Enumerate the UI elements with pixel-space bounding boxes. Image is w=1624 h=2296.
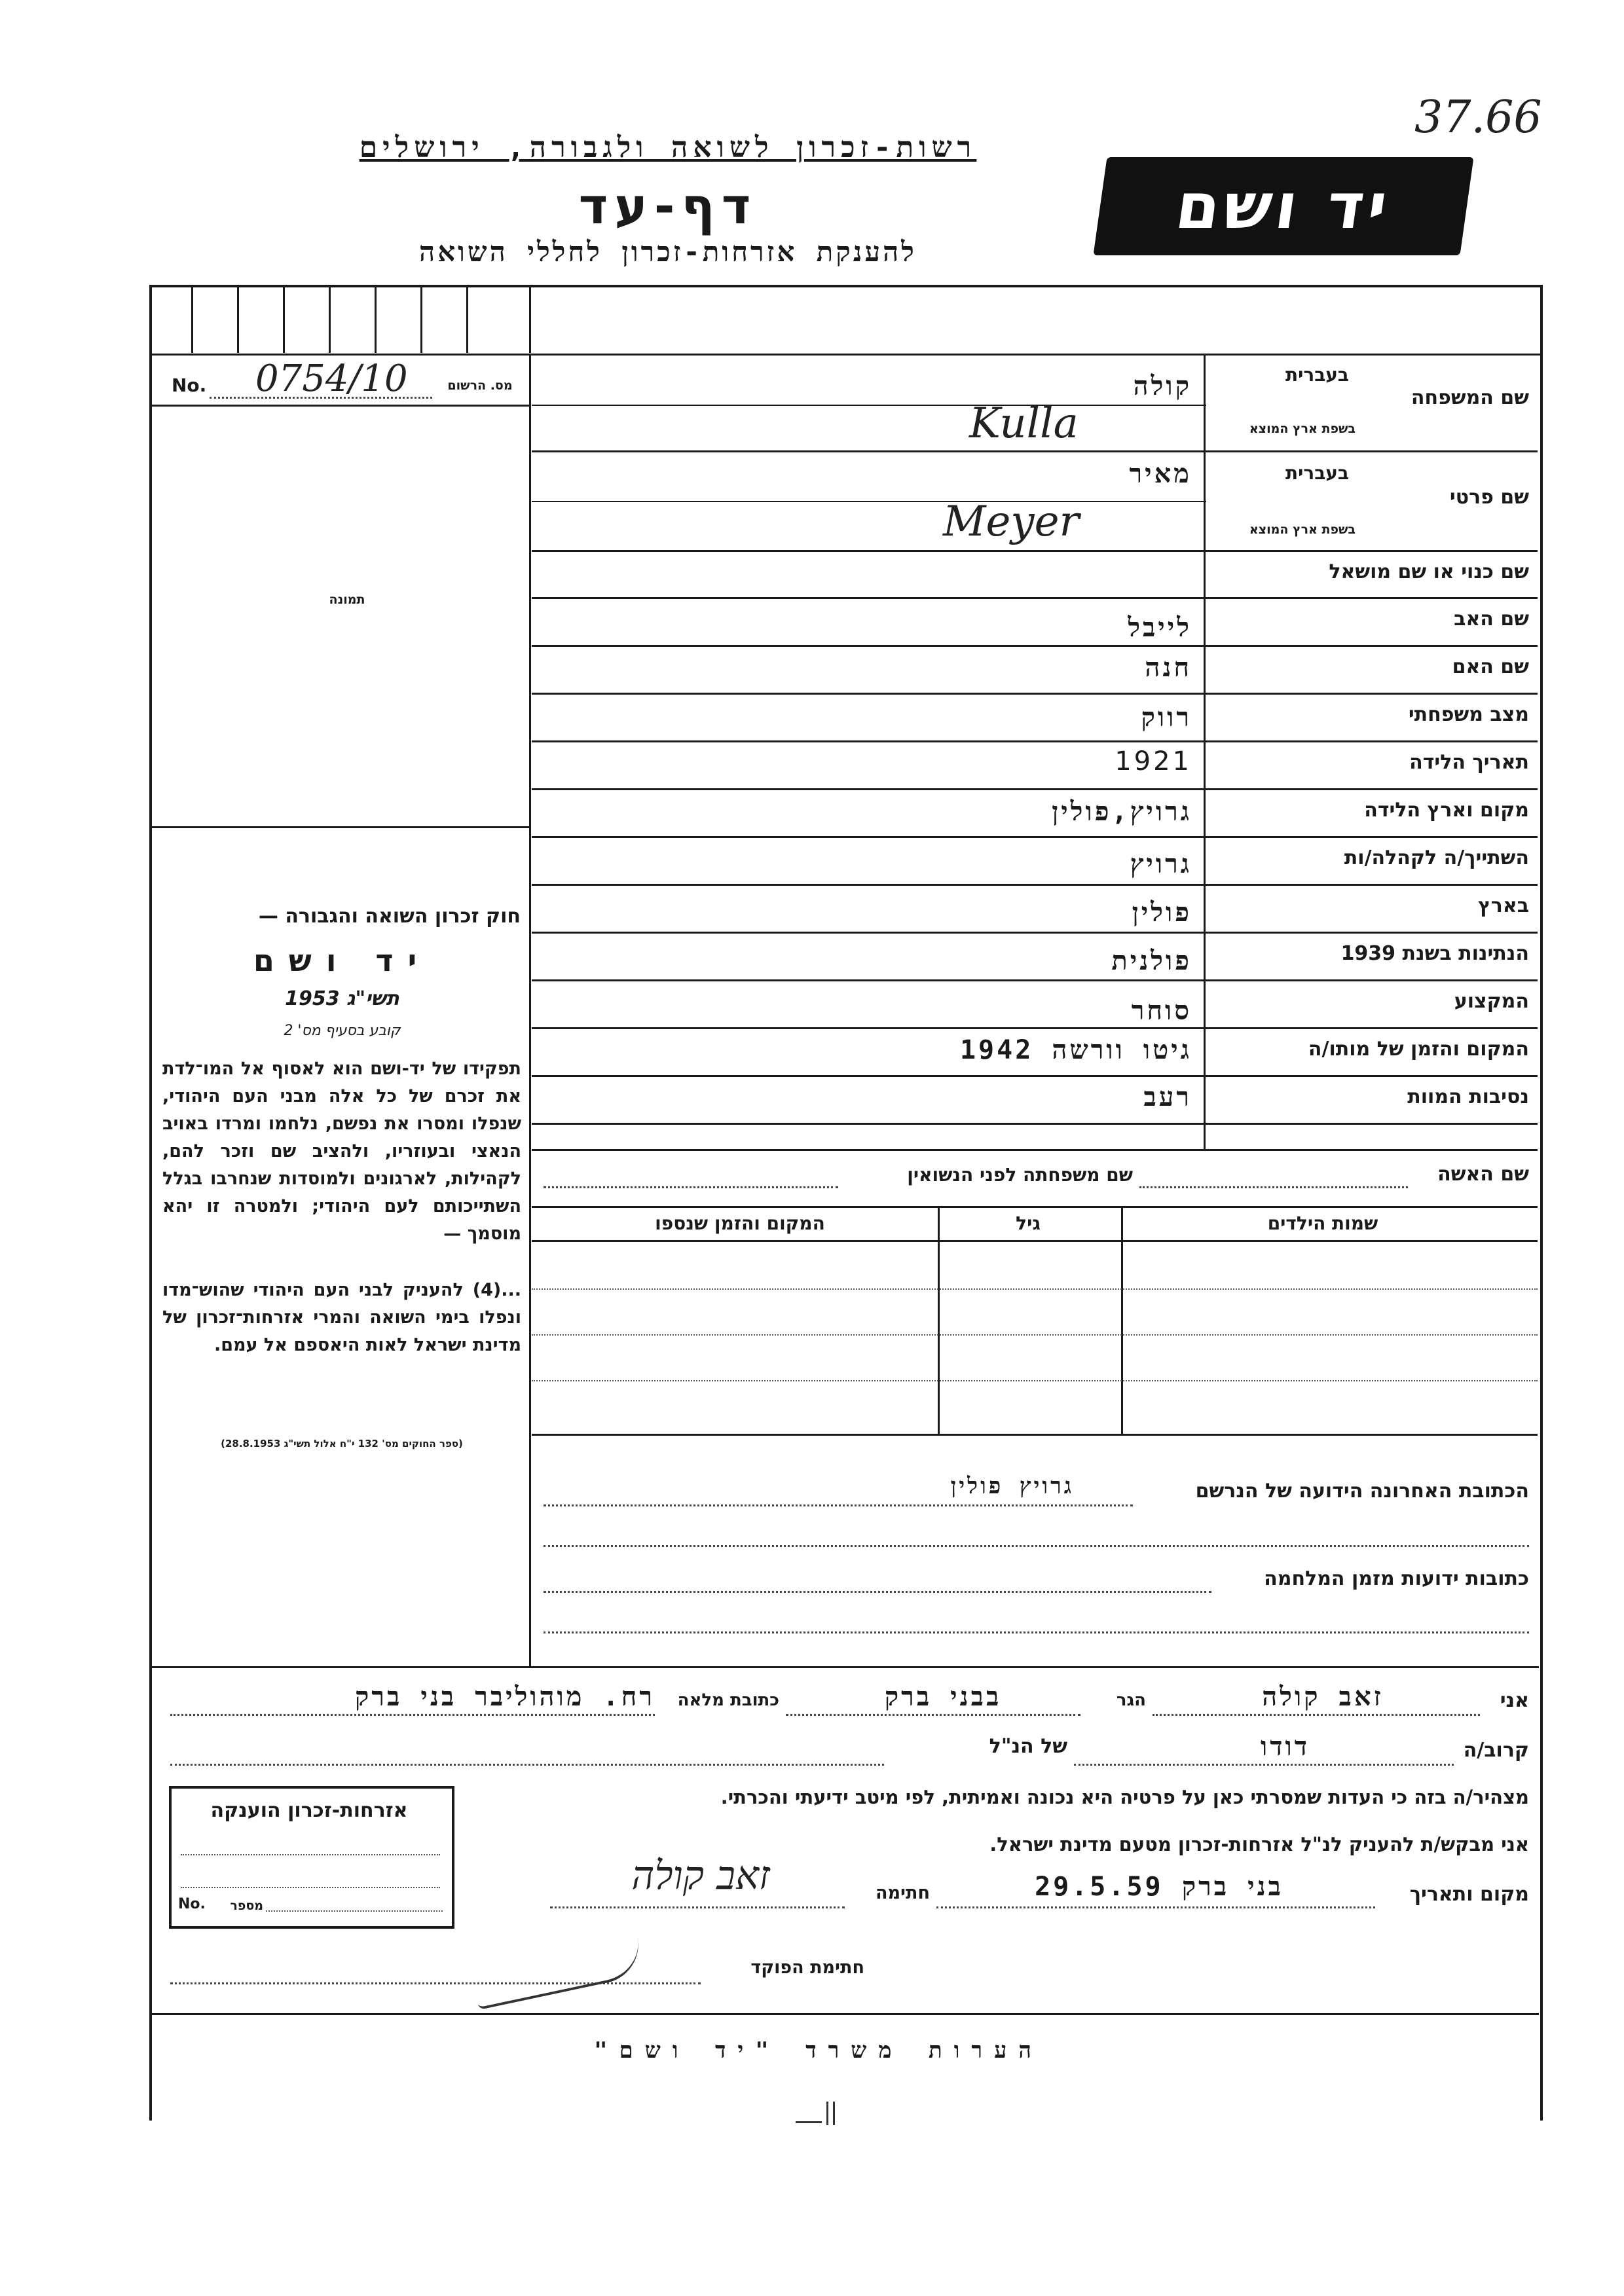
nationality-label: הנתינות בשנת 1939 [1340,942,1529,965]
registration-label [437,378,523,393]
death-place-label: המקום והזמן של מותו/ה [1308,1038,1529,1061]
law-clause: קובע בסעיף מס' 2 [284,1023,401,1039]
children-table [532,1206,1538,1435]
mother-value: חנה [1145,653,1192,683]
official-signature-label: חתימת הפוקד [750,1958,864,1978]
country-value: פולין [1132,898,1192,928]
community-value: גרויץ [1130,849,1192,879]
father-value: לייבל [1128,613,1192,643]
declarant-relation-of: של הנ"ל [989,1735,1067,1758]
law-citation: (ספר החוקים מס' 132 י"ח אלול תשי"ג 28.8.1953) [221,1438,463,1449]
form-title: דף-עד [578,177,758,235]
first-name-hebrew-value: מאיר [1129,459,1192,489]
registration-label-text: מס. הרשום [447,378,513,393]
surname-native-label: בשפת ארץ המוצא [1249,422,1356,436]
wife-maiden-label: שם משפחתה לפני הנשואין [907,1164,1133,1186]
marital-label: מצב משפחתי [1408,703,1529,726]
citizenship-number-label: מספר [230,1899,263,1913]
declarant-name-value: זאב קולה [1262,1682,1384,1712]
profession-value: סוחר [1131,996,1192,1026]
country-label: בארץ [1477,894,1529,917]
declarant-address-label: כתובת מלאה [677,1690,779,1710]
place-date-label: מקום ותאריך [1409,1883,1529,1906]
law-name: יד ושם [253,943,432,978]
birth-date-label: תאריך הלידה [1409,751,1529,774]
marital-value: רווק [1141,702,1192,733]
birth-date-value: 1921 [1115,746,1192,776]
nickname-label: שם כנוי או שם מושאל [1329,560,1529,583]
law-title: חוק זכרון השואה והגבורה — [258,905,521,928]
death-place-value: גיטו וורשה 1942 [959,1035,1192,1065]
first-name-hebrew-label: בעברית [1285,462,1349,484]
office-remarks-label: הערות משרד "יד ושם" [594,2037,1043,2064]
declaration-text-2: אני מבקש/ת להעניק לנ"ל אזרחות-זכרון מטעם מדינת ישראל. [989,1833,1529,1855]
surname-label: שם המשפחה [1411,386,1529,409]
registration-number: 0754/10 [255,357,408,400]
wartime-address-label: כתובות ידועות מזמן המלחמה [1264,1567,1529,1590]
surname-hebrew-value: קולה [1133,371,1192,401]
first-name-native-value: Meyer [943,498,1080,546]
declarant-signature: זאב קולה [631,1853,770,1899]
form-subtitle: להענקת אזרחות-זכרון לחללי השואה [419,236,917,268]
first-name-label: שם פרטי [1449,486,1529,509]
declarant-residing-label: הגר [1116,1690,1146,1710]
authority-title: רשות-זכרון לשואה ולגבורה, ירושלים [359,131,977,164]
death-cause-value: רעב [1143,1082,1192,1112]
registration-no-prefix: No. [172,374,207,396]
profession-label: המקצוע [1454,990,1529,1013]
logo-text: יד ושם [1171,170,1396,243]
birth-place-label: מקום וארץ הלידה [1364,799,1529,822]
office-code-boxes [152,287,532,354]
surname-hebrew-label: בעברית [1285,364,1349,386]
children-place-header: המקום והזמן שנספו [655,1212,825,1234]
signature-label: חתימה [875,1883,930,1903]
father-label: שם האב [1454,608,1529,630]
page-mark [796,2121,822,2123]
mother-label: שם האם [1452,655,1529,678]
surname-native-value: Kulla [969,399,1079,448]
declarant-address-value: רח. מוהוליבר בני ברק [354,1682,655,1712]
declarant-relation-label: קרוב/ה [1463,1739,1529,1762]
declarant-i-label: אני [1500,1689,1529,1712]
last-address-value: גרויץ פולין [950,1473,1074,1499]
wife-label: שם האשה [1437,1163,1529,1186]
first-name-native-label: בשפת ארץ המוצא [1249,522,1356,537]
photo-label: תמונה [329,592,365,607]
children-age-header: גיל [1016,1212,1041,1234]
death-cause-label: נסיבות המוות [1407,1085,1529,1108]
declarant-relation-value: דודו [1261,1732,1310,1762]
page-mark-bar-2 [833,2102,835,2125]
yad-vashem-logo [1093,157,1473,255]
community-label: השתייך/ה לקהלה/ות [1344,847,1529,869]
page-mark-bar-1 [826,2102,828,2125]
place-date-value: בני ברק 29.5.59 [1035,1872,1283,1902]
nationality-value: פולנית [1111,946,1192,976]
law-text-1: תפקידו של יד-ושם הוא לאסוף אל המו־לדת את זכרם של כל אלה מבני העם היהודי, שנפלו ומסרו את נפשם, נלחמו ומרדו באויב הנאצי ובעוזריו, ולהציב שם וזכר להם, לקהילות, לארגונים ולמוסדות שנחרבו בגלל השתייכותם לעם היהודי; ולמטרה זו יהא מוסמך — [162,1059,521,1244]
law-text-2: ...(4) להעניק לבני העם היהודי שהוש־מדו ונפלו בימי השואה והמרי אזרחות־זכרון של מדינת ישראל לאות היאספם אל עמם. [162,1280,521,1355]
birth-place-value: גרויץ,פולין [1052,797,1192,827]
citizenship-no-label: No. [178,1896,206,1912]
citizenship-box [169,1786,454,1929]
declaration-text-1: מצהיר/ה בזה כי העדות שמסרתי כאן על פרטיה היא נכונה ואמיתית, לפי מיטב ידיעתי והכרתי. [720,1786,1529,1808]
archive-number: 37.66 [1414,92,1542,143]
law-year: תשי"ג 1953 [285,987,399,1010]
declarant-residing-value: בבני ברק [884,1682,1002,1712]
children-names-header: שמות הילדים [1267,1212,1378,1234]
last-address-label: הכתובת האחרונה הידועה של הנרשם [1195,1480,1529,1503]
citizenship-title: אזרחות-זכרון הוענקה [210,1799,408,1822]
